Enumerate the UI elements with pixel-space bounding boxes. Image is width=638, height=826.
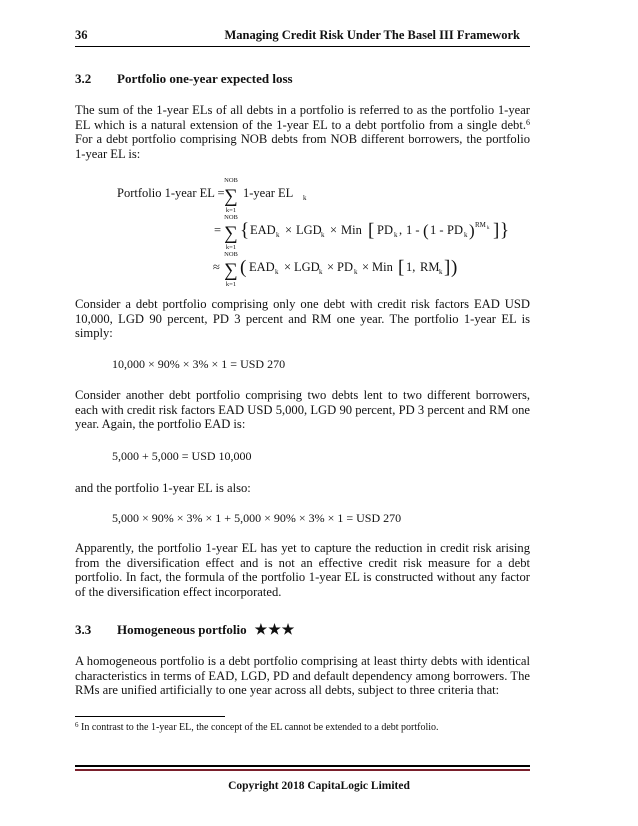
paren-close: ) [451, 257, 458, 278]
times-sign: × [330, 223, 338, 237]
paragraph-two-debt-example: Consider another debt portfolio comprising two debts lent to two different borrowers, each with credit risk factors EAD USD 5,000, LGD 90 percent, PD 3 percent and RM one year. Again, the portfolio EAD is: [75, 388, 530, 432]
bracket-open: [ [398, 257, 405, 278]
section-title: Homogeneous portfolio [117, 622, 247, 637]
term-min: Min [372, 260, 393, 274]
term-one-comma: 1, [406, 260, 416, 274]
brace-open: { [240, 220, 250, 241]
sub-k: k [275, 268, 279, 276]
section-heading-3-3 [75, 622, 295, 639]
paragraph-text: The sum of the 1-year ELs of all debts in a portfolio is referred to as the portfolio 1-year EL which is a natural extension of the 1-year EL to a debt portfolio from a single debt. [75, 103, 530, 132]
sub-k: k [303, 194, 307, 202]
equals-sign: = [214, 223, 222, 237]
times-sign: × [362, 260, 370, 274]
section-number: 3.2 [75, 71, 92, 86]
sub-k: k [464, 231, 468, 239]
footnote-text: In contrast to the 1-year EL, the concept of the EL cannot be extended to a debt portfolio. [81, 722, 439, 733]
paragraph-single-debt-example: Consider a debt portfolio comprising only one debt with credit risk factors EAD USD 10,000, LGD 90 percent, PD 3 percent and RM one year. The portfolio 1-year EL is simply: [75, 297, 530, 341]
paragraph-text-cont: For a debt portfolio comprising NOB debts from NOB different borrowers, the portfolio 1-year EL is: [75, 132, 530, 161]
sum-lower-limit: k=1 [225, 281, 237, 288]
term-pd: PD [377, 223, 393, 237]
sum-upper-limit: NOB [224, 251, 238, 258]
sub-k: k [439, 268, 443, 276]
footnote-number: 6 [75, 721, 79, 729]
paragraph-homogeneous-portfolio: A homogeneous portfolio is a debt portfolio comprising at least thirty debts with identical characteristics in terms of EAD, LGD, PD and default dependency among borrowers. The RMs are unified artificially to one year across all debts, subject to three criteria that: [75, 654, 530, 698]
section-number: 3.3 [75, 622, 92, 637]
footer-rule-accent [75, 769, 530, 771]
sum-lower-limit: k=1 [225, 207, 237, 214]
brace-close: } [500, 220, 510, 241]
bracket-open: [ [368, 220, 375, 241]
term-ead: EAD [250, 223, 276, 237]
paren-open: ( [240, 257, 247, 278]
term-lgd: LGD [296, 223, 322, 237]
term-one-year-el: 1-year EL [243, 186, 294, 200]
paren-open: ( [423, 221, 429, 240]
sum-sign: ∑ [224, 223, 238, 244]
sub-k: k [319, 268, 323, 276]
footnote-rule [75, 716, 225, 717]
times-sign: × [327, 260, 335, 274]
sub-k: k [276, 231, 280, 239]
section-title: Portfolio one-year expected loss [117, 71, 293, 86]
footnote-ref: 6 [526, 117, 530, 127]
copyright-footer: Copyright 2018 CapitaLogic Limited [228, 780, 410, 792]
paragraph-portfolio-el-also: and the portfolio 1-year EL is also: [75, 481, 251, 495]
term-pd: PD [447, 223, 463, 237]
sum-sign: ∑ [224, 186, 238, 207]
header-rule [75, 46, 530, 47]
term-ead: EAD [249, 260, 275, 274]
term-one-minus: 1 - [406, 223, 420, 237]
sub-k: k [394, 231, 398, 239]
term-one-minus: 1 - [430, 223, 444, 237]
difficulty-stars-icon: ★★★ [254, 623, 296, 638]
sub-k: k [354, 268, 358, 276]
sub-k: k [321, 231, 325, 239]
sum-sign: ∑ [224, 260, 238, 281]
comma: , [399, 223, 403, 237]
paren-close: ) [469, 221, 475, 240]
calculation-two-debt-el: 5,000 × 90% × 3% × 1 + 5,000 × 90% × 3% × 1 = USD 270 [112, 511, 402, 525]
sum-upper-limit: NOB [224, 177, 238, 184]
running-header-title: Managing Credit Risk Under The Basel III Framework [224, 28, 520, 42]
footnote [75, 722, 439, 733]
times-sign: × [285, 223, 293, 237]
exponent-sub-k: k [487, 226, 490, 231]
term-lgd: LGD [294, 260, 320, 274]
footer-rule-dark [75, 765, 530, 767]
paragraph-portfolio-el-intro [75, 103, 530, 161]
bracket-close: ] [493, 220, 500, 241]
paragraph-diversification: Apparently, the portfolio 1-year EL has yet to capture the reduction in credit risk arising from the diversification effect and is not an effective credit risk measure for a debt portfolio. In fact, the formula of the portfolio 1-year EL is constructed without any factor of the diversification effect incorporated. [75, 541, 530, 599]
portfolio-el-formula [0, 170, 638, 290]
section-heading-3-2 [75, 71, 293, 87]
bracket-close: ] [444, 257, 451, 278]
approx-sign: ≈ [213, 260, 220, 274]
times-sign: × [284, 260, 292, 274]
term-pd: PD [337, 260, 353, 274]
calculation-portfolio-ead: 5,000 + 5,000 = USD 10,000 [112, 449, 252, 463]
term-min: Min [341, 223, 362, 237]
sum-upper-limit: NOB [224, 214, 238, 221]
term-rm: RM [420, 260, 440, 274]
formula-lhs: Portfolio 1-year EL = [117, 186, 225, 200]
page-number: 36 [75, 28, 88, 42]
exponent-rm: RM [475, 221, 486, 229]
sum-lower-limit: k=1 [225, 244, 237, 251]
calculation-single-debt: 10,000 × 90% × 3% × 1 = USD 270 [112, 357, 286, 371]
